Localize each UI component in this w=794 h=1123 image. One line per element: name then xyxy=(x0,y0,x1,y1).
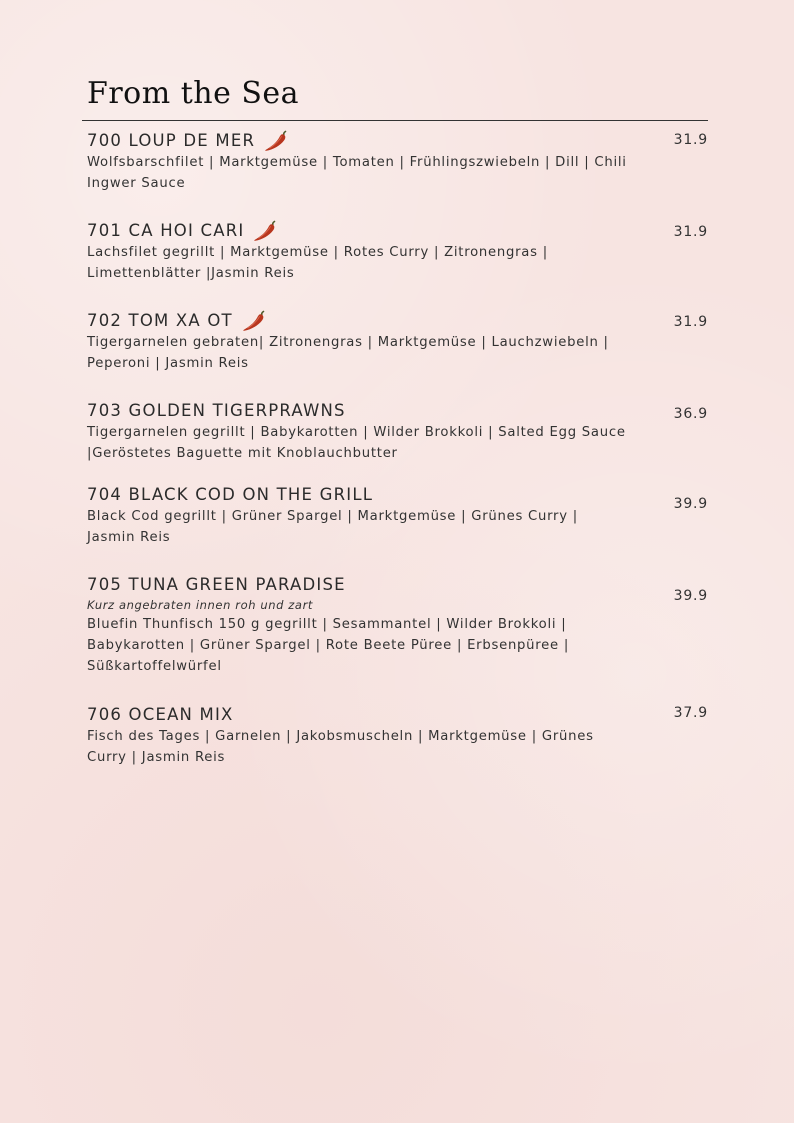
item-description xyxy=(87,242,647,284)
item-description-line: Wolfsbarschfilet | Marktgemüse | Tomaten | Frühlingszwiebeln | Dill | Chili xyxy=(87,155,627,170)
menu-item xyxy=(87,310,708,374)
chili-pepper-icon xyxy=(252,220,278,242)
item-name xyxy=(87,484,708,506)
item-name xyxy=(87,130,708,152)
menu-item xyxy=(87,704,708,768)
item-name xyxy=(87,400,708,422)
title-divider xyxy=(82,120,708,121)
item-price: 37.9 xyxy=(673,705,708,721)
item-description-line: Jasmin Reis xyxy=(87,530,171,545)
item-description-line: Lachsfilet gegrillt | Marktgemüse | Rotes Curry | Zitronengras | xyxy=(87,245,548,260)
item-description-line: Fisch des Tages | Garnelen | Jakobsmuscheln | Marktgemüse | Grünes xyxy=(87,729,594,744)
item-price: 39.9 xyxy=(673,588,708,604)
item-description-line: Süßkartoffelwürfel xyxy=(87,659,222,674)
item-name xyxy=(87,704,708,726)
chili-pepper-icon xyxy=(263,130,289,152)
item-name-text: 701 CA HOI CARI xyxy=(87,221,245,240)
item-description xyxy=(87,152,647,194)
item-name xyxy=(87,310,708,332)
chili-pepper-icon xyxy=(241,310,267,332)
item-price: 39.9 xyxy=(673,496,708,512)
item-description xyxy=(87,726,647,768)
item-name-text: 700 LOUP DE MER xyxy=(87,131,256,150)
menu-item xyxy=(87,484,708,548)
item-description-line: Tigergarnelen gebraten| Zitronengras | Marktgemüse | Lauchzwiebeln | xyxy=(87,335,609,350)
item-name-text: 706 OCEAN MIX xyxy=(87,705,234,724)
item-price: 31.9 xyxy=(673,132,708,148)
item-price: 31.9 xyxy=(673,314,708,330)
item-description xyxy=(87,422,647,464)
item-description-line: Ingwer Sauce xyxy=(87,176,186,191)
item-note: Kurz angebraten innen roh und zart xyxy=(87,598,314,612)
item-name xyxy=(87,220,708,242)
item-price: 36.9 xyxy=(673,406,708,422)
item-description xyxy=(87,332,647,374)
item-description-line: Bluefin Thunfisch 150 g gegrillt | Sesammantel | Wilder Brokkoli | xyxy=(87,617,567,632)
item-description-line: Peperoni | Jasmin Reis xyxy=(87,356,249,371)
menu-item xyxy=(87,130,708,194)
item-name-text: 705 TUNA GREEN PARADISE xyxy=(87,575,346,594)
item-description-line: |Geröstetes Baguette mit Knoblauchbutter xyxy=(87,446,398,461)
menu-item xyxy=(87,400,708,464)
item-name-text: 704 BLACK COD ON THE GRILL xyxy=(87,485,374,504)
item-description xyxy=(87,614,647,677)
item-name-text: 703 GOLDEN TIGERPRAWNS xyxy=(87,401,346,420)
item-description-line: Curry | Jasmin Reis xyxy=(87,750,226,765)
item-description-line: Babykarotten | Grüner Spargel | Rote Beete Püree | Erbsenpüree | xyxy=(87,638,570,653)
item-description-line: Black Cod gegrillt | Grüner Spargel | Marktgemüse | Grünes Curry | xyxy=(87,509,578,524)
menu-item xyxy=(87,574,708,677)
item-name-text: 702 TOM XA OT xyxy=(87,311,233,330)
item-description-line: Limettenblätter |Jasmin Reis xyxy=(87,266,295,281)
item-description xyxy=(87,506,647,548)
menu-item xyxy=(87,220,708,284)
item-name xyxy=(87,574,708,596)
section-title: From the Sea xyxy=(87,76,300,111)
item-price: 31.9 xyxy=(673,224,708,240)
item-description-line: Tigergarnelen gegrillt | Babykarotten | Wilder Brokkoli | Salted Egg Sauce xyxy=(87,425,626,440)
